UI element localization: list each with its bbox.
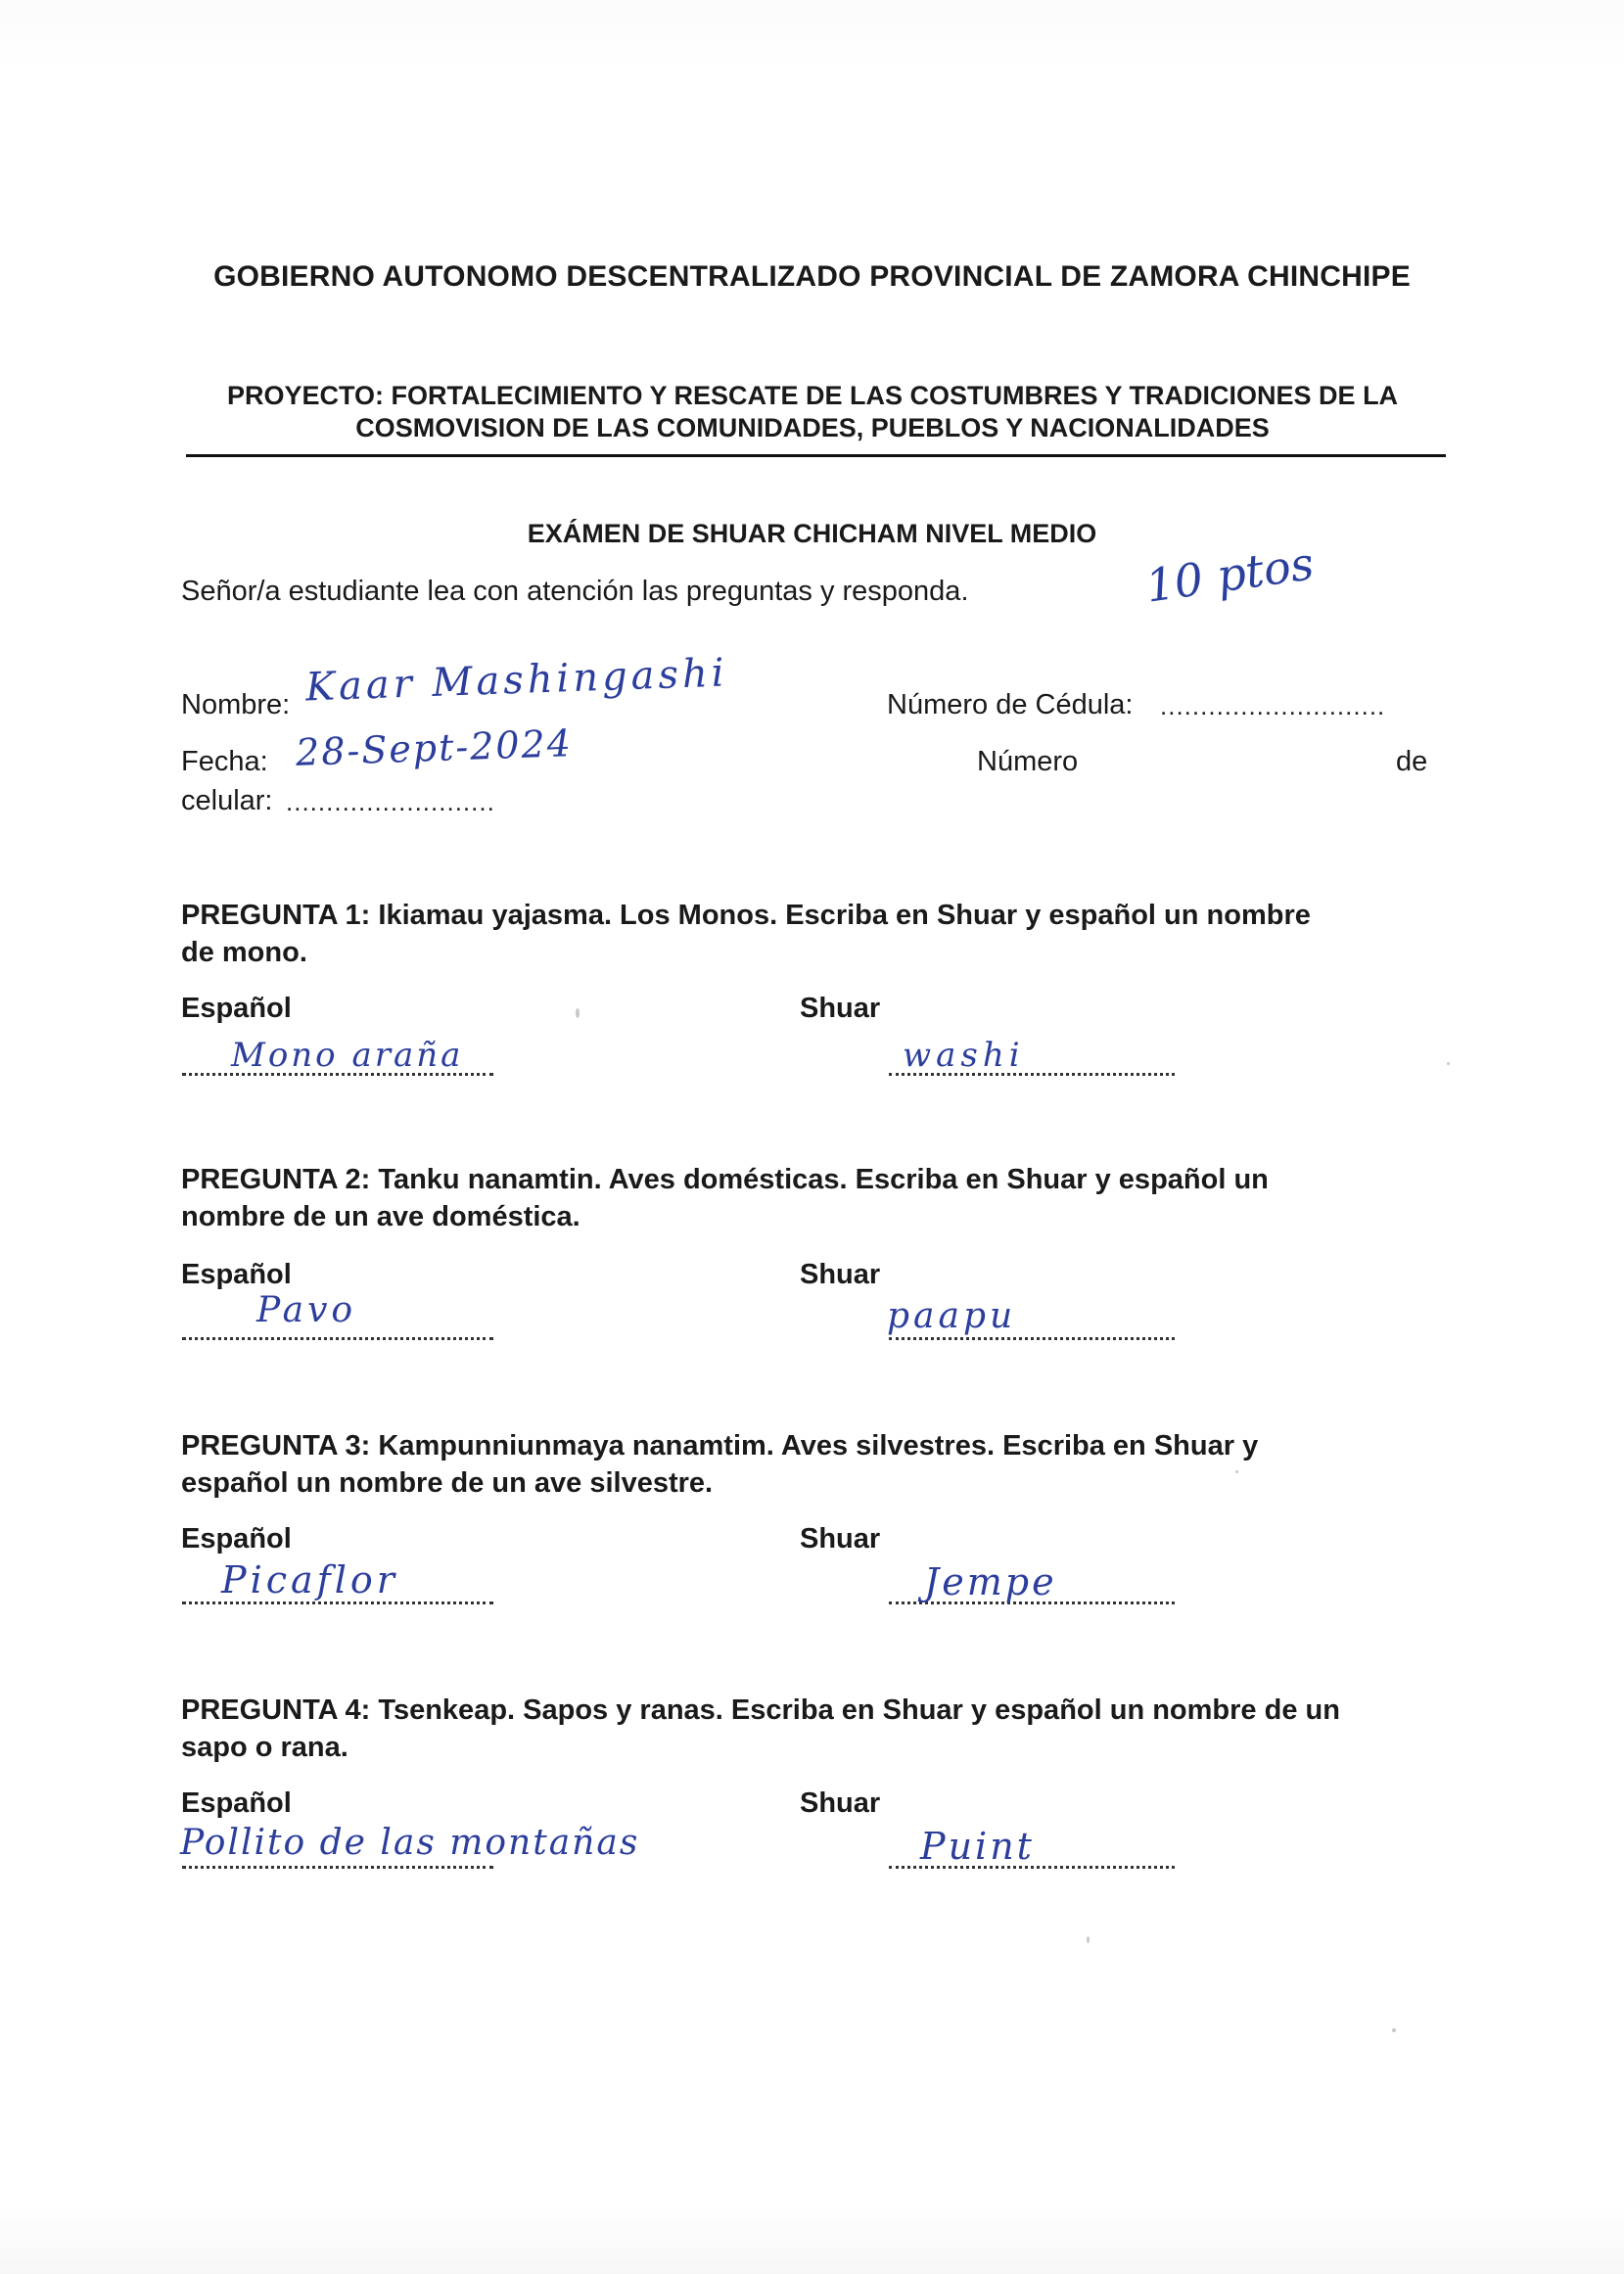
id-number-label: Número de Cédula: [887, 689, 1134, 720]
question-1-shuar-label: Shuar [800, 993, 881, 1024]
question-2-shuar-label: Shuar [800, 1259, 881, 1290]
question-4-spanish-answer[interactable]: Pollito de las montañas [180, 1823, 640, 1863]
question-2-line-1: PREGUNTA 2: Tanku nanamtin. Aves domésticas. Escriba en Shuar y español un [181, 1164, 1269, 1195]
question-2-line-2: nombre de un ave doméstica. [181, 1201, 580, 1232]
question-4-spanish-label: Español [181, 1787, 292, 1819]
question-1-spanish-label: Español [181, 993, 292, 1024]
question-3-spanish-answer[interactable]: Picaflor [221, 1558, 398, 1601]
handwritten-grade: 10 ptos [1142, 536, 1318, 613]
scan-speck [1087, 1936, 1090, 1943]
id-number-field[interactable]: ............................ [1160, 691, 1386, 720]
question-2-shuar-line [889, 1337, 1175, 1340]
institution-title: GOBIERNO AUTONOMO DESCENTRALIZADO PROVINCIAL DE ZAMORA CHINCHIPE [213, 260, 1411, 293]
question-3-spanish-label: Español [181, 1523, 292, 1555]
question-3-shuar-answer[interactable]: Jempe [924, 1560, 1057, 1603]
question-3-line-1: PREGUNTA 3: Kampunniunmaya nanamtim. Aves silvestres. Escriba en Shuar y [181, 1430, 1259, 1462]
question-4-spanish-line [182, 1866, 493, 1869]
header-divider [186, 454, 1446, 457]
phone-label-part-3: celular: [181, 785, 273, 816]
exam-title: EXÁMEN DE SHUAR CHICHAM NIVEL MEDIO [527, 519, 1097, 548]
name-field[interactable]: Kaar Mashingashi [304, 650, 729, 711]
question-1-text [181, 897, 1432, 971]
project-title-line-1: PROYECTO: FORTALECIMIENTO Y RESCATE DE LAS COSTUMBRES Y TRADICIONES DE LA [226, 381, 1399, 410]
question-4-line-1: PREGUNTA 4: Tsenkeap. Sapos y ranas. Escriba en Shuar y español un nombre de un [181, 1694, 1340, 1726]
scan-speck [1235, 1470, 1238, 1473]
date-label: Fecha: [181, 746, 268, 777]
question-1-spanish-answer[interactable]: Mono araña [231, 1036, 464, 1075]
name-label: Nombre: [181, 689, 291, 720]
question-4-shuar-label: Shuar [800, 1787, 881, 1819]
project-title-line-2: COSMOVISION DE LAS COMUNIDADES, PUEBLOS Y NACIONALIDADES [355, 413, 1270, 442]
phone-label-part-1: Número [977, 746, 1079, 777]
scan-speck [1447, 1062, 1450, 1065]
question-4-shuar-answer[interactable]: Puint [920, 1825, 1035, 1868]
scan-speck [576, 1008, 580, 1018]
question-4-line-2: sapo o rana. [181, 1732, 348, 1763]
question-2-spanish-label: Español [181, 1259, 292, 1290]
question-2-shuar-answer[interactable]: paapu [887, 1296, 1017, 1336]
project-title [176, 380, 1449, 444]
date-field[interactable]: 28-Sept-2024 [295, 721, 574, 774]
question-1-shuar-answer[interactable]: washi [903, 1036, 1025, 1075]
question-2-text [181, 1161, 1432, 1235]
question-1-line-1: PREGUNTA 1: Ikiamau yajasma. Los Monos. Escriba en Shuar y español un nombre [181, 900, 1311, 931]
question-4-text [181, 1692, 1432, 1766]
question-3-line-2: español un nombre de un ave silvestre. [181, 1467, 714, 1499]
phone-field[interactable]: .......................... [286, 787, 495, 816]
exam-instructions: Señor/a estudiante lea con atención las preguntas y responda. [181, 576, 969, 607]
question-1-line-2: de mono. [181, 937, 307, 968]
question-3-spanish-line [182, 1601, 493, 1604]
question-2-spanish-answer[interactable]: Pavo [256, 1290, 357, 1330]
question-3-text [181, 1427, 1432, 1502]
question-3-shuar-label: Shuar [800, 1523, 881, 1555]
phone-label-part-2: de [1396, 746, 1428, 777]
question-2-spanish-line [182, 1337, 493, 1340]
scan-speck [1392, 2028, 1396, 2032]
